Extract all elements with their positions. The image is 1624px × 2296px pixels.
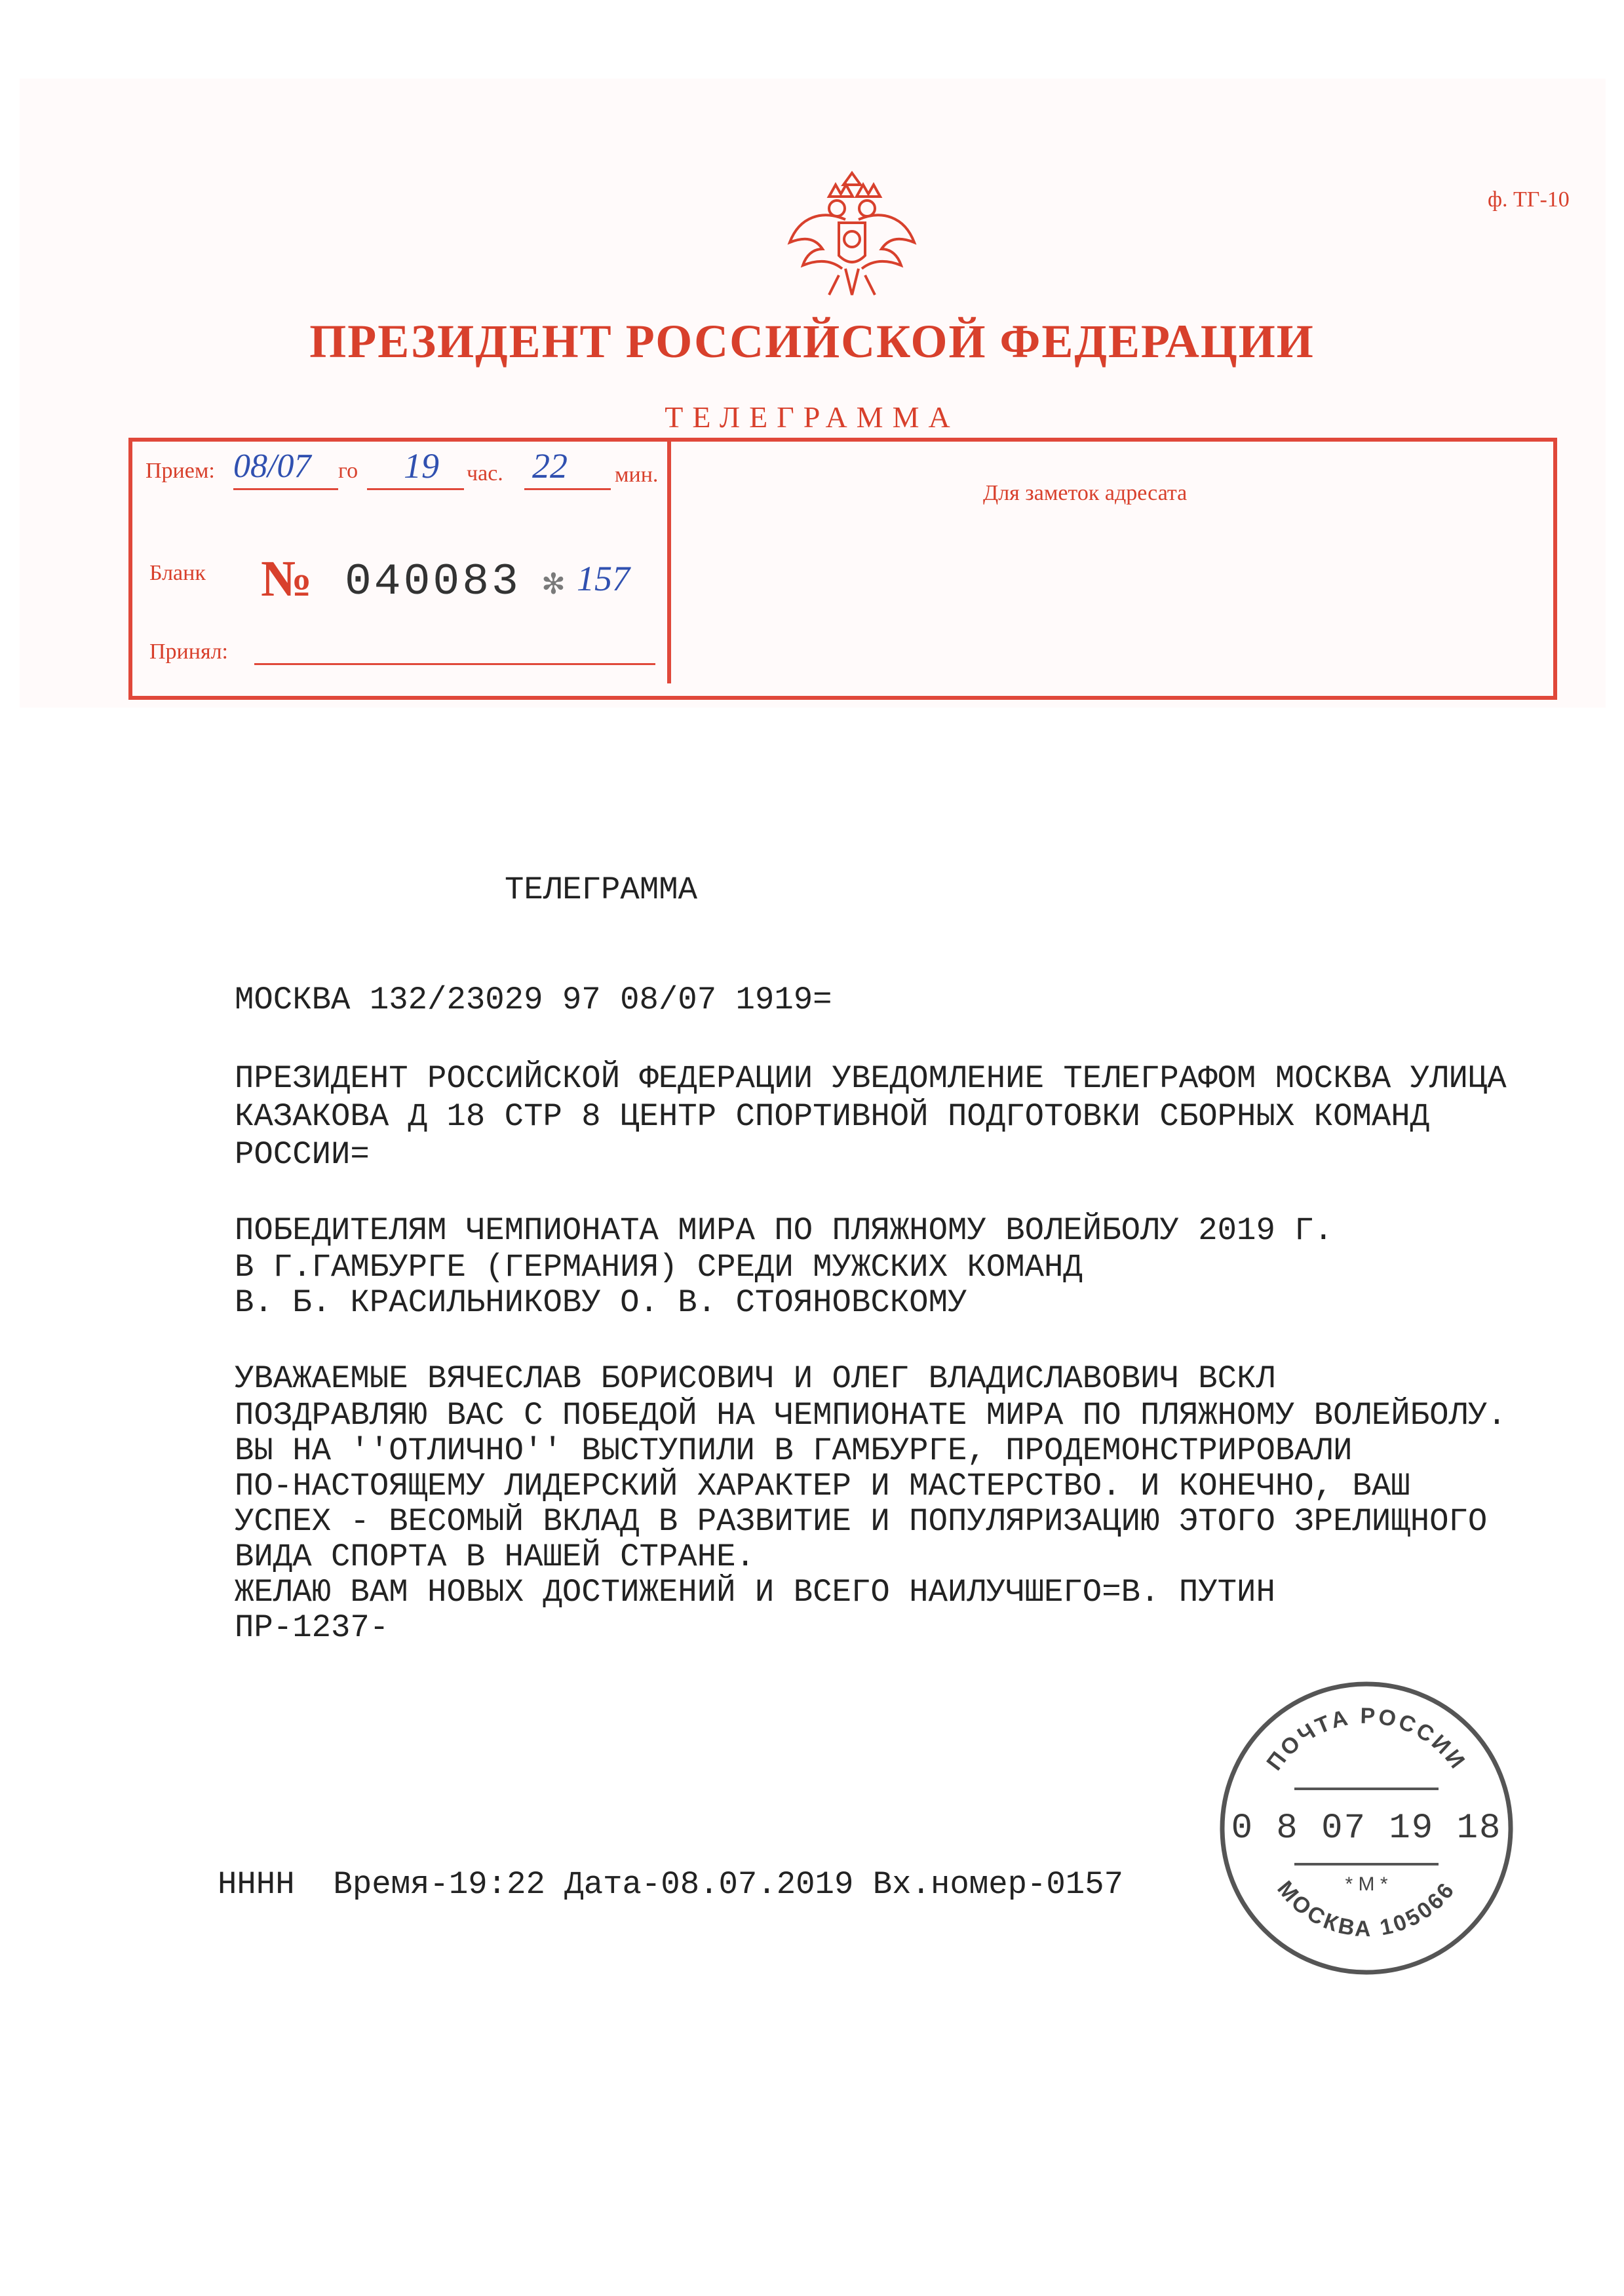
telegram-line: КАЗАКОВА Д 18 СТР 8 ЦЕНТР СПОРТИВНОЙ ПОДГОТОВКИ СБОРНЫХ КОМАНД — [235, 1098, 1430, 1135]
stamp-bottom-text: МОСКВА 105066 — [1272, 1876, 1461, 1942]
double-headed-eagle-emblem — [783, 170, 921, 301]
telegram-line: ПОЗДРАВЛЯЮ ВАС С ПОБЕДОЙ НА ЧЕМПИОНАТЕ МИРА ПО ПЛЯЖНОМУ ВОЛЕЙБОЛУ. — [235, 1397, 1507, 1434]
hour-line — [367, 488, 464, 490]
telegram-footer: НННН Время-19:22 Дата-08.07.2019 Вх.номер-0157 — [218, 1866, 1124, 1903]
telegram-line: ПРЕЗИДЕНТ РОССИЙСКОЙ ФЕДЕРАЦИИ УВЕДОМЛЕНИЕ ТЕЛЕГРАФОМ МОСКВА УЛИЦА — [235, 1060, 1507, 1097]
accepted-line — [254, 663, 655, 665]
telegram-line: УСПЕХ - ВЕСОМЫЙ ВКЛАД В РАЗВИТИЕ И ПОПУЛЯРИЗАЦИЮ ЭТОГО ЗРЕЛИЩНОГО — [235, 1503, 1488, 1540]
telegram-line: РОССИИ= — [235, 1136, 370, 1173]
telegram-line: ЖЕЛАЮ ВАМ НОВЫХ ДОСТИЖЕНИЙ И ВСЕГО НАИЛУЧШЕГО=В. ПУТИН — [235, 1574, 1275, 1611]
stamp-date: 0 8 07 19 18 — [1231, 1808, 1502, 1848]
organization-title: ПРЕЗИДЕНТ РОССИЙСКОЙ ФЕДЕРАЦИИ — [309, 315, 1315, 368]
notes-label: Для заметок адресата — [983, 481, 1188, 505]
form-code: ф. ТГ-10 — [1488, 187, 1570, 212]
blank-number: 040083 — [345, 557, 521, 607]
telegram-line: ПОБЕДИТЕЛЯМ ЧЕМПИОНАТА МИРА ПО ПЛЯЖНОМУ ВОЛЕЙБОЛУ 2019 Г. — [235, 1212, 1334, 1249]
telegram-line: ПО-НАСТОЯЩЕМУ ЛИДЕРСКИЙ ХАРАКТЕР И МАСТЕРСТВО. И КОНЕЧНО, ВАШ — [235, 1468, 1410, 1504]
hour-handwritten: 19 — [404, 446, 439, 486]
received-date-line — [233, 488, 338, 490]
telegram-line: МОСКВА 132/23029 97 08/07 1919= — [235, 982, 832, 1018]
asterisk-icon: ✻ — [541, 568, 566, 600]
minute-handwritten: 22 — [532, 446, 568, 486]
document-type: ТЕЛЕГРАММА — [665, 400, 959, 434]
telegram-line: УВАЖАЕМЫЕ ВЯЧЕСЛАВ БОРИСОВИЧ И ОЛЕГ ВЛАДИСЛАВОВИЧ ВСКЛ — [235, 1360, 1275, 1397]
telegram-heading: ТЕЛЕГРАММА — [505, 871, 698, 908]
received-date-handwritten: 08/07 — [233, 448, 311, 485]
form-divider — [667, 438, 671, 683]
svg-text:ПОЧТА РОССИИ — [1262, 1704, 1471, 1775]
incoming-number-handwritten: 157 — [577, 559, 630, 598]
blank-label: Бланк — [149, 561, 206, 585]
telegram-line: В Г.ГАМБУРГЕ (ГЕРМАНИЯ) СРЕДИ МУЖСКИХ КОМАНД — [235, 1249, 1083, 1286]
minute-line — [524, 488, 611, 490]
accepted-label: Принял: — [149, 640, 228, 664]
number-sign: № — [261, 550, 313, 607]
stamp-top-text: ПОЧТА РОССИИ — [1262, 1703, 1471, 1775]
hour-label: час. — [467, 461, 503, 486]
telegram-line: ПР-1237- — [235, 1609, 389, 1646]
stamp-mark: * М * — [1345, 1873, 1388, 1895]
telegram-line: ВЫ НА ''ОТЛИЧНО'' ВЫСТУПИЛИ В ГАМБУРГЕ, ПРОДЕМОНСТРИРОВАЛИ — [235, 1432, 1353, 1469]
telegram-line: В. Б. КРАСИЛЬНИКОВУ О. В. СТОЯНОВСКОМУ — [235, 1284, 967, 1321]
telegram-line: ВИДА СПОРТА В НАШЕЙ СТРАНЕ. — [235, 1539, 755, 1575]
go-label: го — [338, 459, 358, 483]
received-label: Прием: — [145, 459, 215, 483]
minute-label: мин. — [615, 463, 659, 487]
